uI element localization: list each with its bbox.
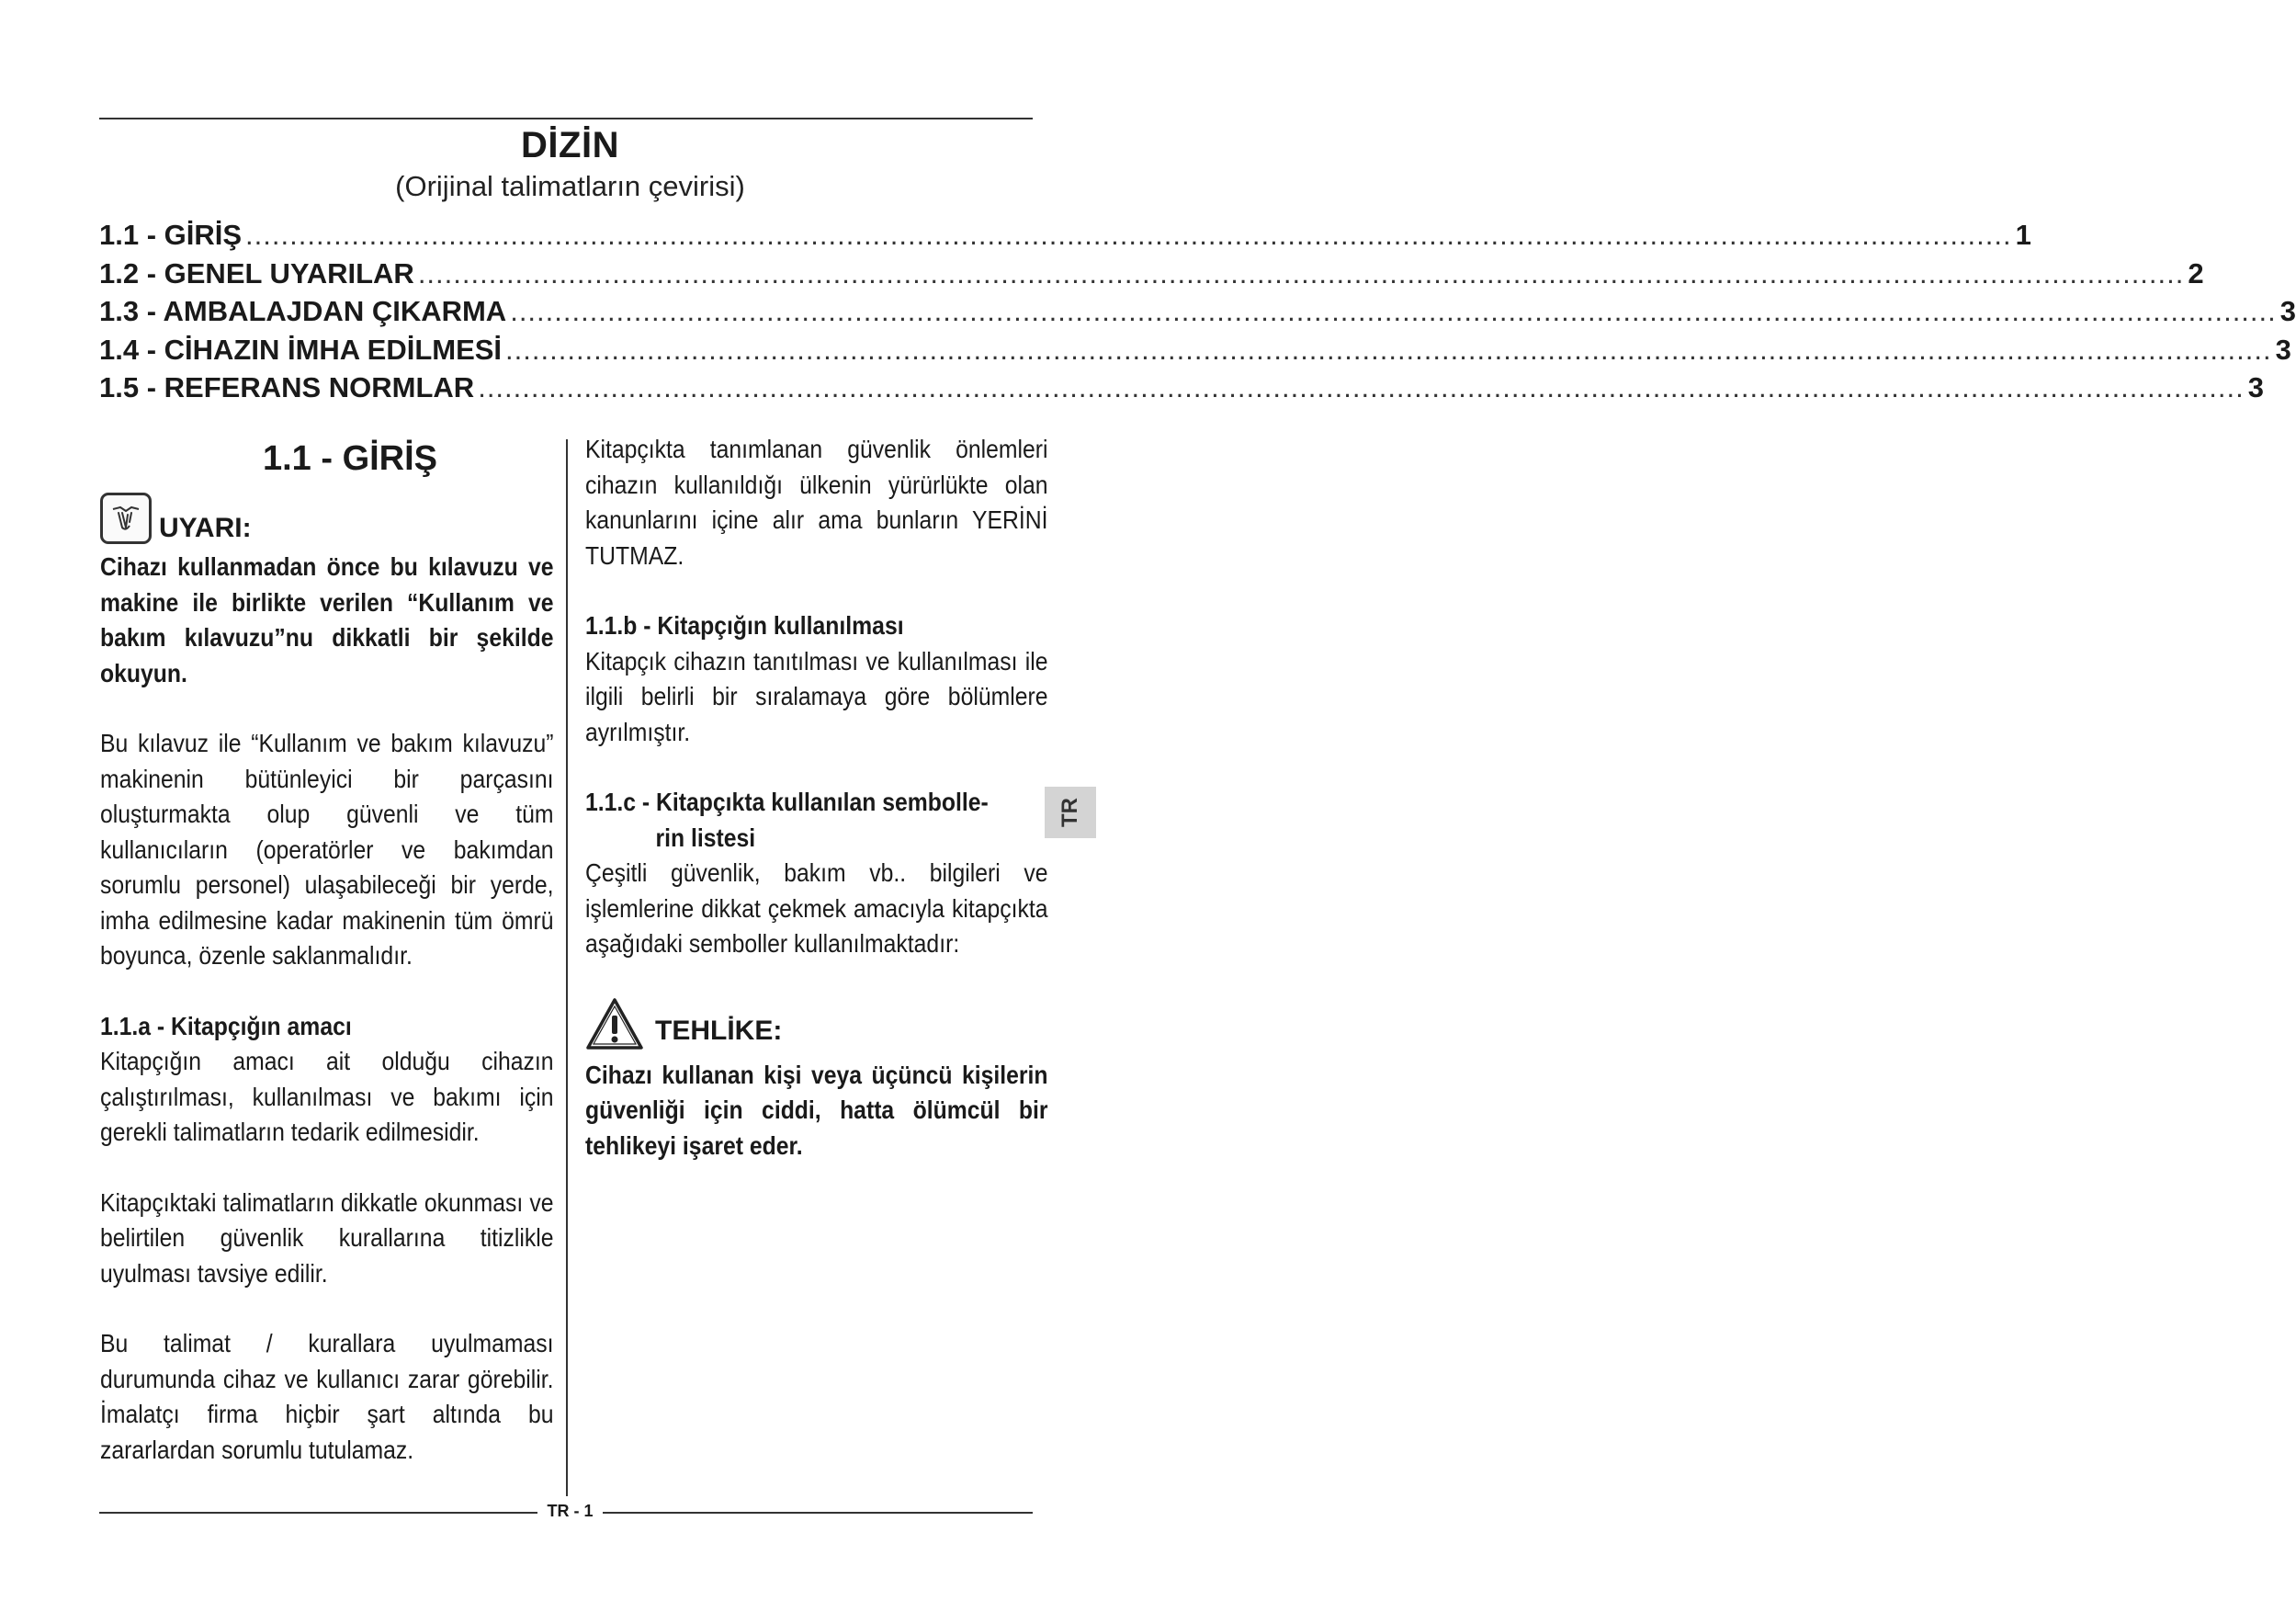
toc-entry[interactable] [99,295,2296,334]
top-rule [99,118,1033,119]
warning-text: Cihazı kullanmadan önce bu kılavuzu ve makine ile birlikte verilen “Kullanım ve bakım kılavuzu”nu dikkatli bir şekilde okuyun. [100,552,554,687]
warning-triangle-icon [585,997,644,1050]
language-tab [1045,787,1096,838]
toc-leader-dots: ........................................................................................................................................................................................................ [510,295,2277,327]
subsection-c-title-line1: 1.1.c - Kitapçıkta kullanılan sembolle- [585,788,989,816]
subsection-c-text: Çeşitli güvenlik, bakım vb.. bilgileri ve işlemlerine dikkat çekmek amacıyla kitapçıkta aşağıdaki semboller kullanılmaktadır: [585,858,1048,958]
subsection-b-title: 1.1.b - Kitapçığın kullanılması [585,611,904,640]
toc-leader-dots: ........................................................................................................................................................................................................ [417,256,2185,289]
subsection-c-title-line2: rin listesi [655,823,756,852]
toc-entry-label: 1.1 - GİRİŞ [99,219,243,251]
toc-entry[interactable] [99,256,2204,296]
page-title: DİZİN [521,125,619,165]
toc-entry[interactable] [99,371,2265,410]
toc-entry-page: 1 [2015,219,2031,251]
toc-entry[interactable] [99,219,2031,257]
toc-leader-dots: ........................................................................................................................................................................................................ [505,333,2272,366]
left-column [100,432,554,1468]
right-column [585,432,1048,1164]
toc-entry-page: 2 [2188,256,2204,289]
section-title: 1.1 - GİRİŞ [262,439,438,478]
subsection-a-title: 1.1.a - Kitapçığın amacı [100,1011,352,1040]
danger-label: TEHLİKE: [655,1015,783,1046]
warning-heading [100,489,554,544]
toc-entry-page: 3 [2247,371,2265,403]
subsection-c-title [585,785,1047,856]
language-tab-label: TR [1058,798,1082,827]
hand-book-icon [100,493,152,544]
toc-entry[interactable] [99,333,2291,372]
toc-entry-page: 3 [2279,295,2296,327]
safety-paragraph: Kitapçıkta tanımlanan güvenlik önlemleri cihazın kullanıldığı ülkenin yürürlükte olan kanunlarını içine alır ama bunların YERİNİ TUTMAZ. [585,435,1048,570]
footer [0,1502,1140,1521]
toc-entry-label: 1.2 - GENEL UYARILAR [99,256,414,289]
danger-text: Cihazı kullanan kişi veya üçüncü kişilerin güvenliği için ciddi, hatta ölümcül bir tehlikeyi işaret eder. [585,1060,1048,1160]
page-subtitle: (Orijinal talimatların çevirisi) [395,170,745,202]
page-number: TR - 1 [537,1502,602,1520]
toc-entry-page: 3 [2275,333,2291,366]
toc-leader-dots: ........................................................................................................................................................................................................ [245,219,2012,251]
advice-paragraph: Kitapçıktaki talimatların dikkatle okunması ve belirtilen güvenlik kurallarına titizlikle uyulması tavsiye edilir. [100,1187,554,1288]
table-of-contents [99,219,2296,410]
warning-label: UYARI: [159,513,252,543]
intro-paragraph: Bu kılavuz ile “Kullanım ve bakım kılavuzu” makinenin bütünleyici bir parçasını oluşturmakta olup güvenli ve tüm kullanıcıların (operatörler ve bakımdan sorumlu personel) ulaşabileceği bir yerde, imha edilmesine kadar makinenin tüm ömrü boyunca, özenle saklanmalıdır. [100,729,554,970]
danger-heading [585,986,1048,1050]
toc-entry-label: 1.3 - AMBALAJDAN ÇIKARMA [99,295,507,327]
liability-paragraph: Bu talimat / kurallara uyulmaması durumunda cihaz ve kullanıcı zarar görebilir. İmalatçı firma hiçbir şart altında bu zararlardan sorumlu tutulamaz. [100,1329,554,1464]
toc-entry-label: 1.5 - REFERANS NORMLAR [99,371,475,403]
subsection-b-text: Kitapçık cihazın tanıtılması ve kullanılması ile ilgili belirli bir sıralamaya göre bölümlere ayrılmıştır. [585,646,1048,746]
toc-leader-dots: ........................................................................................................................................................................................................ [478,371,2245,403]
subsection-a-text: Kitapçığın amacı ait olduğu cihazın çalıştırılması, kullanılması ve bakımı için gerekli talimatların tedarik edilmesidir. [100,1047,554,1146]
column-divider [566,439,568,1496]
toc-entry-label: 1.4 - CİHAZIN İMHA EDİLMESİ [99,333,503,366]
